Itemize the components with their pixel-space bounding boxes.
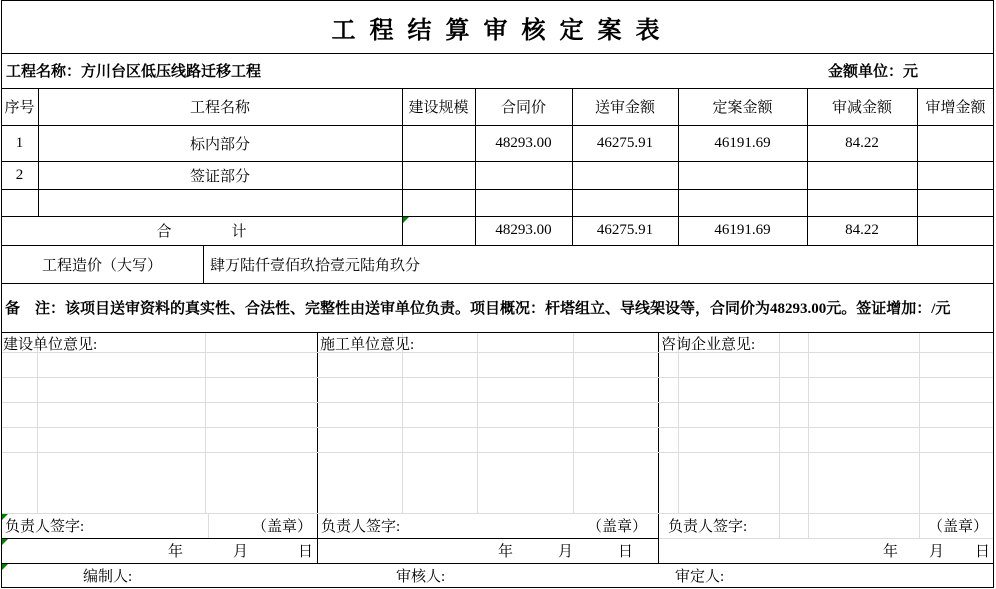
row-scale bbox=[402, 125, 475, 161]
month-label: 月 bbox=[928, 544, 944, 560]
row-seq: 2 bbox=[15, 166, 24, 183]
page-title: 工 程 结 算 审 核 定 案 表 bbox=[331, 17, 664, 44]
day-label: 日 bbox=[297, 544, 313, 560]
header-cell-increased: 审增金额 bbox=[925, 100, 986, 116]
opinion-label-consultant: 咨询企业意见: bbox=[661, 336, 756, 353]
approver-label: 审定人: bbox=[675, 569, 725, 585]
reviewer-label: 审核人: bbox=[396, 569, 446, 585]
total-scale bbox=[402, 216, 475, 245]
grid-line-v bbox=[402, 333, 403, 513]
amount-unit-label: 金额单位：元 bbox=[828, 64, 919, 80]
row-name: 标内部分 bbox=[189, 136, 250, 153]
opinion-label-construction: 建设单位意见: bbox=[3, 336, 98, 353]
header-cell-scale: 建设规模 bbox=[408, 100, 469, 116]
header-cell-reduced: 审减金额 bbox=[831, 100, 892, 116]
date-line bbox=[168, 538, 313, 563]
preparer-label: 编制人: bbox=[83, 569, 133, 585]
cost-in-words-value: 肆万陆仟壹佰玖拾壹元陆角玖分 bbox=[210, 257, 421, 274]
date-line bbox=[883, 538, 990, 563]
grid-line-v bbox=[208, 513, 209, 538]
grid-line-v bbox=[477, 333, 478, 513]
remark-text: 备 注：该项目送审资料的真实性、合法性、完整性由送审单位负责。项目概况：杆塔组立、导线架设等，合同价为48293.00元。签证增加：/元 bbox=[5, 301, 951, 317]
total-reduced: 84.22 bbox=[845, 222, 879, 238]
seal-label: （盖章） bbox=[251, 519, 312, 535]
grid-line-v bbox=[779, 333, 780, 513]
header-cell-finalized: 定案金额 bbox=[712, 100, 773, 116]
row-submitted: 46275.91 bbox=[596, 134, 654, 151]
seal-label: （盖章） bbox=[927, 519, 988, 535]
grid-line-h bbox=[2, 513, 993, 514]
cost-in-words-label: 工程造价（大写） bbox=[41, 257, 162, 274]
date-line bbox=[498, 538, 633, 563]
project-name-label: 工程名称：方川台区低压线路迁移工程 bbox=[6, 64, 262, 80]
row-seq bbox=[1, 189, 38, 216]
row-contract bbox=[475, 161, 572, 189]
section-divider bbox=[658, 332, 659, 563]
row-increased bbox=[917, 125, 994, 161]
grid-line-h bbox=[2, 452, 993, 453]
total-finalized: 46191.69 bbox=[714, 222, 771, 238]
excel-error-indicator bbox=[2, 539, 8, 545]
sign-label: 负责人签字: bbox=[321, 519, 401, 535]
total-submitted: 46275.91 bbox=[596, 222, 654, 238]
sign-label: 负责人签字: bbox=[5, 519, 85, 535]
row-reduced: 84.22 bbox=[845, 134, 879, 151]
header-cell-contract: 合同价 bbox=[500, 100, 546, 116]
grid-line-h bbox=[2, 402, 993, 403]
row-name bbox=[38, 189, 402, 216]
grid-line-v bbox=[205, 333, 206, 513]
opinion-label-contractor: 施工单位意见: bbox=[320, 336, 415, 353]
total-label: 合 计 bbox=[156, 224, 247, 240]
excel-error-indicator bbox=[2, 564, 8, 570]
grid-line-v bbox=[808, 333, 809, 513]
header-cell-name: 工程名称 bbox=[189, 100, 250, 116]
year-label: 年 bbox=[883, 544, 899, 560]
day-label: 日 bbox=[974, 544, 990, 560]
total-increased bbox=[917, 216, 994, 245]
grid-line-h bbox=[2, 427, 993, 428]
grid-line-v bbox=[678, 333, 679, 513]
grid-line-v bbox=[37, 333, 38, 513]
table-border-v bbox=[203, 245, 204, 283]
grid-line-v bbox=[573, 333, 574, 513]
row-name: 签证部分 bbox=[189, 168, 250, 185]
row-finalized: 46191.69 bbox=[714, 134, 771, 151]
grid-line-h bbox=[2, 377, 993, 378]
month-label: 月 bbox=[232, 544, 248, 560]
section-divider bbox=[317, 332, 318, 563]
month-label: 月 bbox=[557, 544, 573, 560]
grid-line-v bbox=[808, 513, 809, 538]
row-contract: 48293.00 bbox=[495, 134, 552, 151]
row-seq: 1 bbox=[15, 134, 24, 151]
day-label: 日 bbox=[617, 544, 633, 560]
year-label: 年 bbox=[498, 544, 514, 560]
seal-label: （盖章） bbox=[586, 519, 647, 535]
sign-label: 负责人签字: bbox=[668, 519, 748, 535]
header-cell-seq: 序号 bbox=[4, 100, 35, 116]
year-label: 年 bbox=[168, 544, 184, 560]
grid-line-v bbox=[919, 333, 920, 513]
header-cell-submitted: 送审金额 bbox=[594, 100, 655, 116]
total-contract: 48293.00 bbox=[495, 222, 552, 238]
